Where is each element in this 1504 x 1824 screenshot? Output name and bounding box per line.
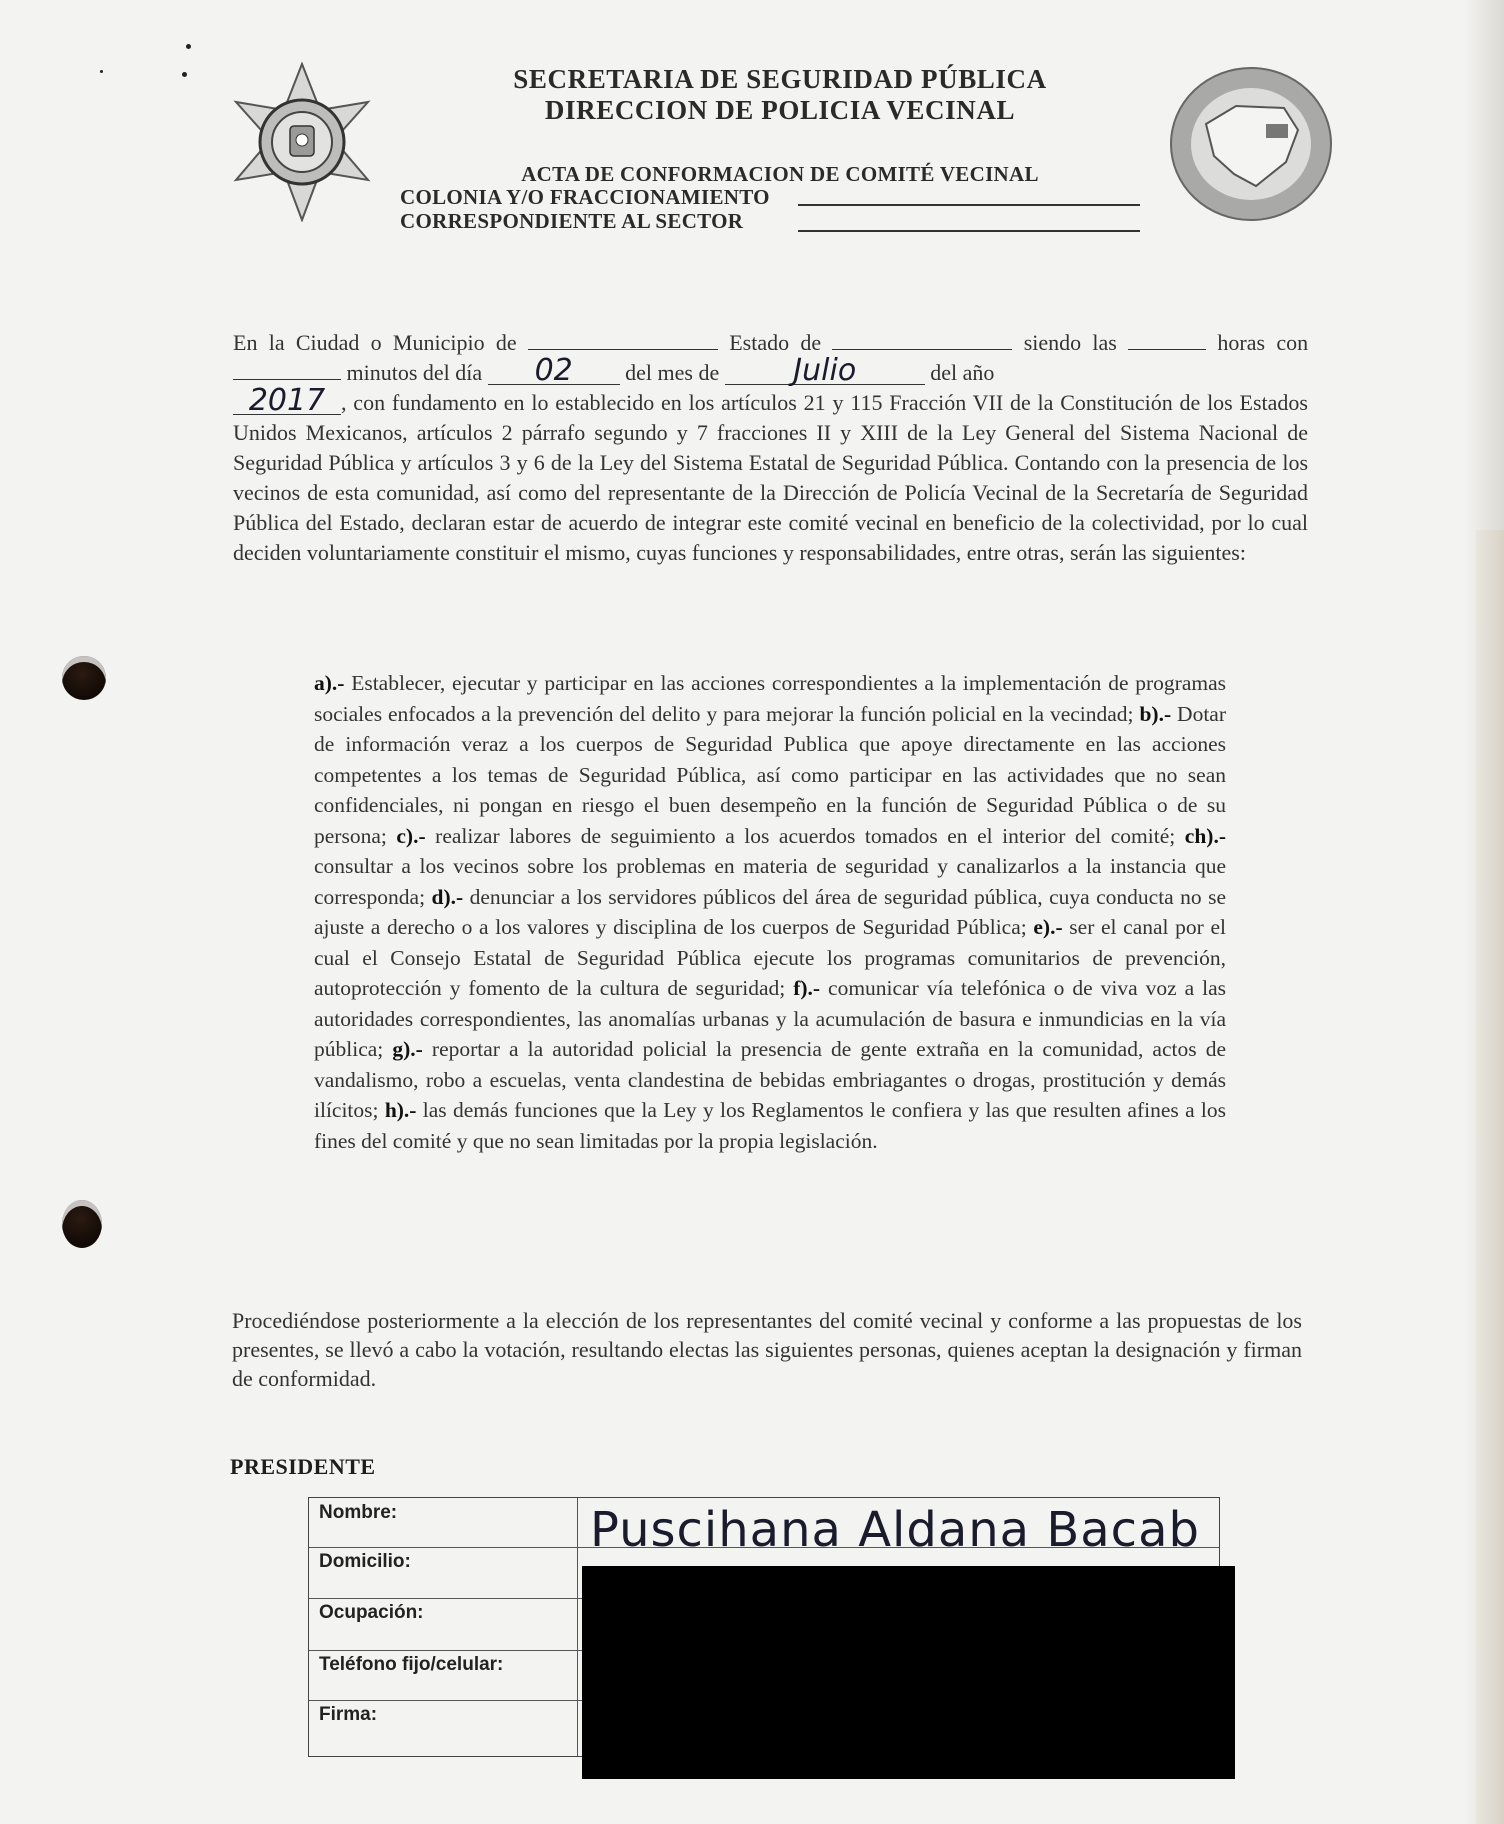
item-mark: ch).- bbox=[1184, 823, 1226, 848]
nombre-handwritten: Puscihana Aldana Bacab bbox=[590, 1502, 1200, 1558]
item-mark: c).- bbox=[396, 823, 426, 848]
item-text: las demás funciones que la Ley y los Reglamentos le confiera y las que resulten afines a los fines del comité y que no sean limitadas por la propia legislación. bbox=[314, 1098, 1227, 1153]
item-text: comunicar vía telefónica o de viva voz a las autoridades correspondientes, las anomalías urbanas y la acumulación de basura e inmundicias en la vía pública; bbox=[314, 976, 1226, 1061]
intro-text: minutos del día bbox=[346, 360, 483, 385]
next-page-edge bbox=[1476, 530, 1504, 1824]
dia-handwritten: 02 bbox=[488, 358, 620, 385]
municipio-blank bbox=[528, 329, 718, 350]
header-line1: SECRETARIA DE SEGURIDAD PÚBLICA bbox=[513, 64, 1047, 94]
hora-blank bbox=[1128, 329, 1206, 350]
item-mark: h).- bbox=[384, 1098, 417, 1122]
sector-line bbox=[798, 230, 1140, 232]
item-mark: e).- bbox=[1033, 915, 1063, 939]
ocupacion-label: Ocupación: bbox=[319, 1602, 424, 1623]
header-line2: DIRECCION DE POLICIA VECINAL bbox=[544, 95, 1016, 125]
mes-handwritten: Julio bbox=[725, 358, 925, 385]
intro-text: Estado de bbox=[729, 330, 822, 355]
item-text: Dotar de información veraz a los cuerpos de Seguridad Publica que apoye directamente en las acciones competentes a los temas de Seguridad Pública, así como participar en las actividades que no sean confidenciales, ni pongan en riesgo el buen desempeño en la función de Seguridad Pública o de su persona; bbox=[314, 701, 1227, 848]
minutos-blank bbox=[233, 359, 341, 380]
firma-label: Firma: bbox=[319, 1704, 378, 1725]
item-mark: f).- bbox=[793, 976, 821, 1000]
item-mark: d).- bbox=[431, 884, 464, 909]
speck bbox=[186, 44, 191, 49]
presidente-title: PRESIDENTE bbox=[230, 1454, 376, 1479]
intro-text: del mes de bbox=[625, 360, 720, 385]
anio-handwritten: 2017 bbox=[233, 388, 341, 415]
item-mark: b).- bbox=[1139, 701, 1172, 726]
speck bbox=[182, 72, 187, 77]
intro-text: siendo las bbox=[1023, 330, 1117, 355]
item-text: denunciar a los servidores públicos del área de seguridad pública, cuya conducta no se ajuste a derecho o a los valores y disciplina de los cuerpos de Seguridad Pública; bbox=[314, 884, 1226, 939]
intro-text: , con fundamento en lo establecido en los artículos 21 y 115 Fracción VII de la Constitución de los Estados Unidos Mexicanos, artículos 2 párrafo segundo y 7 fracciones II y XIII de la Ley General del Sistema Nacional de Seguridad Pública y artículos 3 y 6 de la Ley del Sistema Estatal de Seguridad Pública. Contando con la presencia de los vecinos de esta comunidad, así como del representante de la Dirección de Policía Vecinal de la Secretaría de Seguridad Pública del Estado, declaran estar de acuerdo de integrar este comité vecinal en beneficio de la colectividad, por lo cual deciden voluntariamente constituir el mismo, cuyas funciones y responsabilidades, entre otras, serán las siguientes: bbox=[233, 390, 1308, 565]
intro-text: del año bbox=[930, 360, 995, 385]
item-text: Establecer, ejecutar y participar en las acciones correspondientes a la implementación de programas sociales enfocados a la prevención del delito y para mejorar la función policial en la vecindad; bbox=[314, 671, 1226, 726]
colonia-label: COLONIA Y/O FRACCIONAMIENTO bbox=[400, 185, 770, 209]
sector-label: CORRESPONDIENTE AL SECTOR bbox=[400, 209, 744, 233]
speck bbox=[100, 70, 103, 73]
comite-circular-seal-icon bbox=[1166, 64, 1336, 224]
colonia-line bbox=[798, 204, 1140, 206]
item-mark: g).- bbox=[392, 1037, 423, 1061]
document-header bbox=[430, 64, 1130, 187]
police-star-seal-icon bbox=[228, 62, 376, 222]
punch-hole-top bbox=[62, 656, 106, 700]
nombre-label: Nombre: bbox=[319, 1502, 398, 1523]
acta-title: ACTA DE CONFORMACION DE COMITÉ VECINAL bbox=[521, 162, 1039, 186]
item-text: reportar a la autoridad policial la presencia de gente extraña en la comunidad, actos de vandalismo, robo a escuelas, venta clandestina de bebidas embriagantes o drogas, prostitución y demás ilícitos; bbox=[314, 1037, 1226, 1122]
closing-paragraph: Procediéndose posteriormente a la elección de los representantes del comité vecinal y conforme a las propuestas de los presentes, se llevó a cabo la votación, resultando electas las siguientes personas, quienes aceptan la designación y firman de conformidad. bbox=[232, 1308, 1302, 1391]
functions-list bbox=[314, 668, 1226, 1156]
intro-text: horas con bbox=[1217, 330, 1309, 355]
item-text: realizar labores de seguimiento a los acuerdos tomados en el interior del comité; bbox=[425, 823, 1185, 848]
estado-blank bbox=[832, 329, 1012, 350]
telefono-label: Teléfono fijo/celular: bbox=[319, 1654, 504, 1675]
punch-hole-bottom bbox=[62, 1200, 102, 1248]
item-mark: a).- bbox=[314, 671, 345, 695]
domicilio-label: Domicilio: bbox=[319, 1551, 411, 1572]
intro-paragraph bbox=[233, 328, 1308, 568]
intro-text: En la Ciudad o Municipio de bbox=[233, 330, 517, 355]
item-text: consultar a los vecinos sobre los problemas en materia de seguridad y canalizarlos a la instancia que corresponda; bbox=[314, 854, 1226, 909]
item-text: ser el canal por el cual el Consejo Estatal de Seguridad Pública ejecute los programas comunitarios de prevención, autoprotección y fomento de la cultura de seguridad; bbox=[314, 915, 1226, 1000]
redaction-box bbox=[582, 1566, 1235, 1779]
